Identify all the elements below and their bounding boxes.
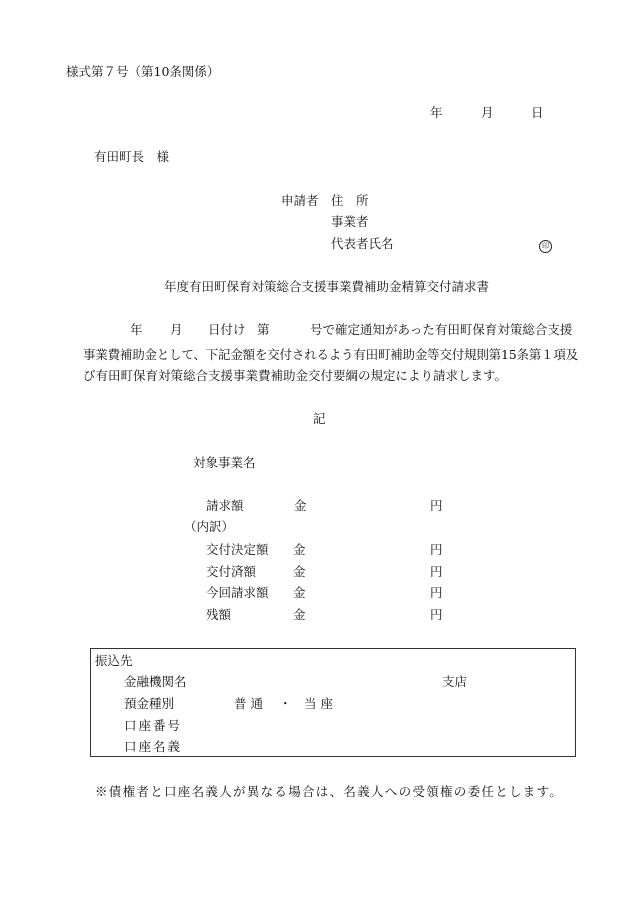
body-date-suffix: 日付け: [208, 322, 246, 337]
branch-label: 支店: [442, 674, 468, 689]
body-number-prefix: 第: [257, 322, 270, 337]
current-request-label: 今回請求額: [206, 585, 269, 600]
ki-label: 記: [313, 411, 326, 426]
document-title: 年度有田町保育対策総合支援事業費補助金精算交付請求書: [164, 279, 490, 294]
account-number-label: 口座番号: [124, 718, 183, 733]
balance-kin: 金: [293, 607, 306, 622]
address-label: 住 所: [331, 193, 369, 208]
balance-yen: 円: [430, 607, 443, 622]
date-month: 月: [481, 105, 494, 120]
deposit-type-ordinary: 普通: [234, 696, 268, 711]
current-request-kin: 金: [293, 585, 306, 600]
body-line2: 事業費補助金として、下記金額を交付されるよう有田町補助金等交付規則第15条第１項及: [83, 347, 578, 362]
paid-amount-yen: 円: [430, 564, 443, 579]
deposit-type-current: 当座: [304, 696, 338, 711]
transfer-box: [90, 648, 576, 757]
deposit-type-separator: ・: [279, 696, 292, 711]
body-month: 月: [170, 322, 183, 337]
account-name-label: 口座名義: [124, 739, 183, 754]
decided-amount-label: 交付決定額: [206, 542, 269, 557]
representative-label: 代表者氏名: [331, 236, 394, 251]
body-year: 年: [130, 322, 143, 337]
decided-amount-kin: 金: [293, 542, 306, 557]
paid-amount-label: 交付済額: [206, 564, 257, 579]
request-amount-label: 請求額: [206, 498, 244, 513]
business-label: 事業者: [331, 214, 369, 229]
paid-amount-kin: 金: [293, 564, 306, 579]
addressee: 有田町長 様: [94, 149, 170, 164]
deposit-type-label: 預金種別: [124, 696, 175, 711]
form-number: 様式第７号（第10条関係）: [66, 64, 220, 79]
applicant-label: 申請者: [281, 193, 319, 208]
request-amount-kin: 金: [294, 498, 307, 513]
decided-amount-yen: 円: [430, 542, 443, 557]
bank-label: 金融機関名: [124, 674, 187, 689]
body-line3: び有田町保育対策総合支援事業費補助金交付要綱の規定により請求します。: [83, 368, 508, 383]
transfer-heading: 振込先: [95, 653, 133, 668]
body-line1-rest: 号で確定通知があった有田町保育対策総合支援: [310, 322, 573, 337]
note: ※債権者と口座名義人が異なる場合は、名義人への受領権の委任とします。: [95, 784, 564, 799]
seal-mark: [539, 238, 552, 253]
balance-label: 残額: [206, 607, 232, 622]
breakdown-label: （内訳）: [184, 519, 235, 534]
seal-icon: 印: [539, 240, 552, 253]
date-year: 年: [430, 105, 443, 120]
date-day: 日: [531, 105, 544, 120]
current-request-yen: 円: [430, 585, 443, 600]
project-label: 対象事業名: [193, 455, 256, 470]
request-amount-yen: 円: [430, 498, 443, 513]
